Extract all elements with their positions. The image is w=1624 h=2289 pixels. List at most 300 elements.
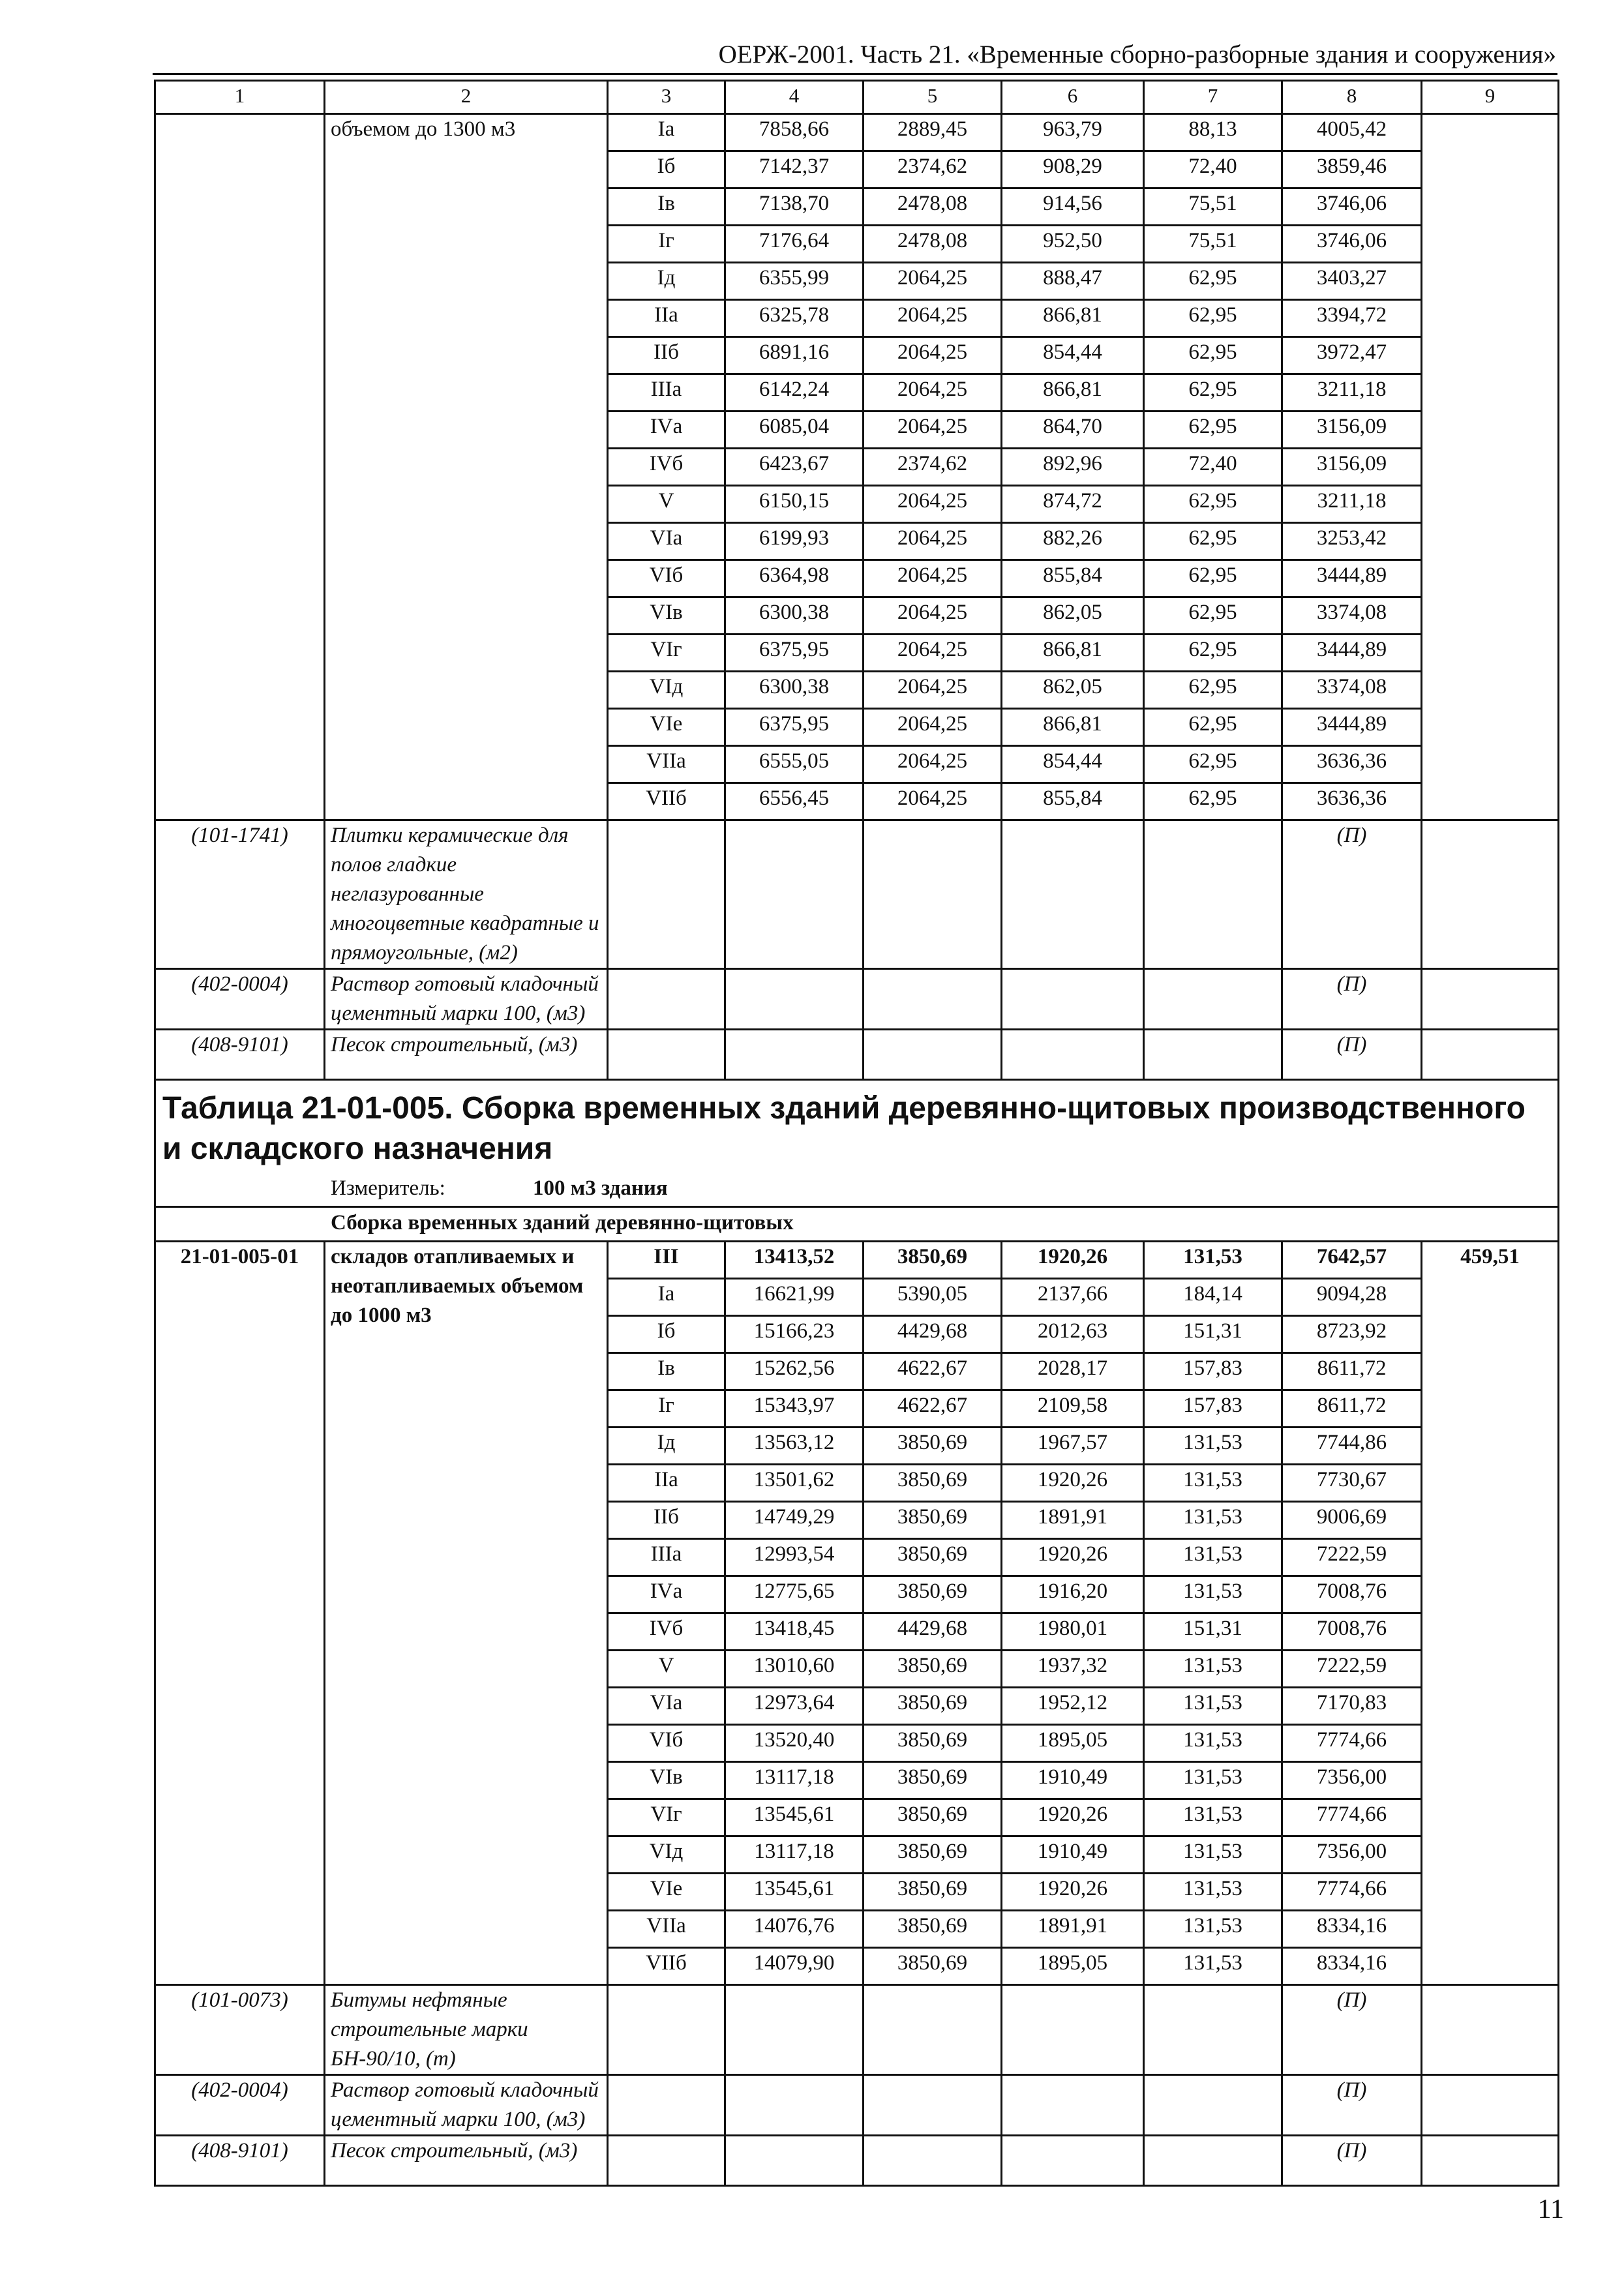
resource-mark: (П) [1282, 1030, 1422, 1080]
value-cell: 3850,69 [864, 1725, 1002, 1762]
value-cell: 3156,09 [1282, 411, 1422, 449]
value-cell: 131,53 [1144, 1911, 1282, 1948]
value-cell: 3850,69 [864, 1539, 1002, 1576]
value-cell: 62,95 [1144, 374, 1282, 411]
empty-cell [1422, 820, 1559, 969]
value-cell: 72,40 [1144, 151, 1282, 188]
value-cell: 2064,25 [864, 263, 1002, 300]
value-cell: 62,95 [1144, 746, 1282, 783]
value-cell: 888,47 [1002, 263, 1144, 300]
column-number: 4 [725, 81, 864, 114]
value-cell: 7774,66 [1282, 1725, 1422, 1762]
value-cell: 6423,67 [725, 449, 864, 486]
value-cell: 1967,57 [1002, 1428, 1144, 1465]
zone-cell: VIе [608, 709, 725, 746]
measure-label: Измеритель: [331, 1176, 445, 1200]
empty-cell [1002, 1985, 1144, 2075]
zone-cell: VIд [608, 1836, 725, 1874]
value-cell: 3850,69 [864, 1242, 1002, 1279]
value-cell: 62,95 [1144, 783, 1282, 820]
value-cell: 855,84 [1002, 560, 1144, 597]
value-cell: 3156,09 [1282, 449, 1422, 486]
table-row [155, 1242, 1559, 1279]
column-number: 2 [325, 81, 608, 114]
value-cell: 3850,69 [864, 1948, 1002, 1985]
zone-cell: IIб [608, 1502, 725, 1539]
resource-name: Раствор готовый кладочный цементный марки 100, (м3) [325, 2075, 608, 2136]
value-cell: 6300,38 [725, 597, 864, 635]
value-cell: 2064,25 [864, 523, 1002, 560]
resource-code: (101-1741) [155, 820, 325, 969]
value-cell: 1891,91 [1002, 1911, 1144, 1948]
value-cell: 1920,26 [1002, 1799, 1144, 1836]
value-cell: 3636,36 [1282, 746, 1422, 783]
value-cell: 13520,40 [725, 1725, 864, 1762]
value-cell: 2064,25 [864, 337, 1002, 374]
value-cell: 4005,42 [1282, 114, 1422, 151]
column-number-row [155, 81, 1559, 114]
value-cell: 13545,61 [725, 1799, 864, 1836]
value-cell: 3211,18 [1282, 374, 1422, 411]
empty-cell [608, 2075, 725, 2136]
column-number: 8 [1282, 81, 1422, 114]
zone-cell: IIа [608, 300, 725, 337]
value-cell: 3850,69 [864, 1465, 1002, 1502]
value-cell: 7774,66 [1282, 1874, 1422, 1911]
value-cell: 7138,70 [725, 188, 864, 226]
value-cell: 7858,66 [725, 114, 864, 151]
value-cell: 7176,64 [725, 226, 864, 263]
value-cell: 15166,23 [725, 1316, 864, 1353]
zone-cell: VIб [608, 1725, 725, 1762]
value-cell: 1910,49 [1002, 1836, 1144, 1874]
empty-cell [1002, 969, 1144, 1030]
value-cell: 855,84 [1002, 783, 1144, 820]
empty-cell [864, 969, 1002, 1030]
subtitle: Сборка временных зданий деревянно-щитовых [155, 1207, 1559, 1242]
value-cell: 75,51 [1144, 188, 1282, 226]
value-cell: 1920,26 [1002, 1539, 1144, 1576]
value-cell: 2064,25 [864, 300, 1002, 337]
value-cell: 131,53 [1144, 1539, 1282, 1576]
zone-cell: IVа [608, 1576, 725, 1613]
resource-mark: (П) [1282, 1985, 1422, 2075]
value-cell: 14079,90 [725, 1948, 864, 1985]
value-cell: 864,70 [1002, 411, 1144, 449]
value-cell: 3444,89 [1282, 635, 1422, 672]
empty-cell [1422, 114, 1559, 820]
resource-name: Песок строительный, (м3) [325, 1030, 608, 1080]
value-cell: 131,53 [1144, 1465, 1282, 1502]
empty-cell [725, 1030, 864, 1080]
empty-cell [608, 969, 725, 1030]
value-cell: 8611,72 [1282, 1390, 1422, 1428]
value-cell: 6142,24 [725, 374, 864, 411]
value-cell: 7142,37 [725, 151, 864, 188]
column-number: 9 [1422, 81, 1559, 114]
empty-cell [608, 820, 725, 969]
resource-row [155, 969, 1559, 1030]
value-cell: 62,95 [1144, 300, 1282, 337]
value-cell: 914,56 [1002, 188, 1144, 226]
resource-row [155, 1030, 1559, 1080]
zone-cell: IIIа [608, 1539, 725, 1576]
empty-cell [1002, 2075, 1144, 2136]
zone-cell: Iд [608, 1428, 725, 1465]
zone-cell: Iа [608, 1279, 725, 1316]
value-cell: 7744,86 [1282, 1428, 1422, 1465]
code-cell [155, 114, 325, 820]
empty-cell [864, 1030, 1002, 1080]
value-cell: 1910,49 [1002, 1762, 1144, 1799]
zone-cell: III [608, 1242, 725, 1279]
value-cell: 1920,26 [1002, 1874, 1144, 1911]
value-cell: 3746,06 [1282, 226, 1422, 263]
value-cell: 7170,83 [1282, 1688, 1422, 1725]
value-cell: 3211,18 [1282, 486, 1422, 523]
empty-cell [725, 1985, 864, 2075]
empty-cell [1422, 2075, 1559, 2136]
value-cell: 3636,36 [1282, 783, 1422, 820]
value-cell: 854,44 [1002, 337, 1144, 374]
resource-name: Битумы нефтяные строительные марки БН-90/10, (т) [325, 1985, 608, 2075]
resource-name: Песок строительный, (м3) [325, 2136, 608, 2186]
value-cell: 131,53 [1144, 1836, 1282, 1874]
value-cell: 3374,08 [1282, 672, 1422, 709]
zone-cell: Iг [608, 226, 725, 263]
table-title-row [155, 1080, 1559, 1174]
value-cell: 2064,25 [864, 635, 1002, 672]
value-cell: 62,95 [1144, 560, 1282, 597]
value-cell: 2478,08 [864, 188, 1002, 226]
resource-row [155, 820, 1559, 969]
value-cell: 13413,52 [725, 1242, 864, 1279]
value-cell: 6556,45 [725, 783, 864, 820]
value-cell: 3850,69 [864, 1836, 1002, 1874]
value-cell: 7642,57 [1282, 1242, 1422, 1279]
value-cell: 131,53 [1144, 1948, 1282, 1985]
value-cell: 6375,95 [725, 709, 864, 746]
value-cell: 3444,89 [1282, 560, 1422, 597]
value-cell: 62,95 [1144, 597, 1282, 635]
zone-cell: VIе [608, 1874, 725, 1911]
value-cell: 3972,47 [1282, 337, 1422, 374]
value-cell: 62,95 [1144, 411, 1282, 449]
value-cell: 157,83 [1144, 1390, 1282, 1428]
resource-name: Плитки керамические для полов гладкие неглазурованные многоцветные квадратные и прямоугольные, (м2) [325, 820, 608, 969]
value-cell: 7356,00 [1282, 1836, 1422, 1874]
value-cell: 12993,54 [725, 1539, 864, 1576]
empty-cell [725, 969, 864, 1030]
value-cell: 2109,58 [1002, 1390, 1144, 1428]
value-cell: 952,50 [1002, 226, 1144, 263]
value-cell: 6364,98 [725, 560, 864, 597]
value-cell: 62,95 [1144, 337, 1282, 374]
value-cell: 3403,27 [1282, 263, 1422, 300]
value-cell: 131,53 [1144, 1576, 1282, 1613]
value-cell: 882,26 [1002, 523, 1144, 560]
value-cell: 6150,15 [725, 486, 864, 523]
value-cell: 62,95 [1144, 709, 1282, 746]
value-cell: 2064,25 [864, 672, 1002, 709]
estimate-table [154, 80, 1559, 2187]
empty-cell [1144, 820, 1282, 969]
value-cell: 62,95 [1144, 523, 1282, 560]
value-cell: 866,81 [1002, 709, 1144, 746]
value-cell: 131,53 [1144, 1725, 1282, 1762]
value-cell: 6325,78 [725, 300, 864, 337]
value-cell: 2012,63 [1002, 1316, 1144, 1353]
header-rule [153, 73, 1557, 75]
value-cell: 2889,45 [864, 114, 1002, 151]
zone-cell: VIд [608, 672, 725, 709]
value-cell: 3850,69 [864, 1799, 1002, 1836]
value-cell: 12973,64 [725, 1688, 864, 1725]
value-cell: 2478,08 [864, 226, 1002, 263]
description-cell: объемом до 1300 м3 [325, 114, 608, 820]
zone-cell: VIа [608, 523, 725, 560]
value-cell: 866,81 [1002, 300, 1144, 337]
value-cell: 854,44 [1002, 746, 1144, 783]
value-cell: 2064,25 [864, 411, 1002, 449]
value-cell: 2064,25 [864, 486, 1002, 523]
value-cell: 13418,45 [725, 1613, 864, 1651]
value-cell: 8334,16 [1282, 1911, 1422, 1948]
value-cell: 16621,99 [725, 1279, 864, 1316]
value-cell: 7222,59 [1282, 1651, 1422, 1688]
value-cell: 862,05 [1002, 672, 1144, 709]
description-cell: складов отапливаемых и неотапливаемых объемом до 1000 м3 [325, 1242, 608, 1985]
empty-cell [1144, 1030, 1282, 1080]
empty-cell [1422, 1030, 1559, 1080]
empty-cell [864, 2075, 1002, 2136]
value-cell: 5390,05 [864, 1279, 1002, 1316]
value-cell: 131,53 [1144, 1242, 1282, 1279]
value-cell: 131,53 [1144, 1762, 1282, 1799]
empty-cell [725, 2075, 864, 2136]
value-cell: 2064,25 [864, 597, 1002, 635]
resource-row [155, 2136, 1559, 2186]
value-cell: 1895,05 [1002, 1948, 1144, 1985]
empty-cell [1144, 2136, 1282, 2186]
value-cell: 8723,92 [1282, 1316, 1422, 1353]
value-cell: 13117,18 [725, 1762, 864, 1799]
value-cell: 6085,04 [725, 411, 864, 449]
zone-cell: VIIб [608, 783, 725, 820]
zone-cell: Iб [608, 1316, 725, 1353]
measure-cell [155, 1173, 1559, 1207]
col9-cell: 459,51 [1422, 1242, 1559, 1985]
column-number: 1 [155, 81, 325, 114]
value-cell: 13563,12 [725, 1428, 864, 1465]
value-cell: 6375,95 [725, 635, 864, 672]
zone-cell: IIIа [608, 374, 725, 411]
empty-cell [1144, 1985, 1282, 2075]
value-cell: 8334,16 [1282, 1948, 1422, 1985]
resource-code: (101-0073) [155, 1985, 325, 2075]
measure-value: 100 м3 здания [533, 1176, 668, 1200]
value-cell: 2374,62 [864, 151, 1002, 188]
zone-cell: V [608, 486, 725, 523]
zone-cell: IVб [608, 1613, 725, 1651]
value-cell: 131,53 [1144, 1874, 1282, 1911]
zone-cell: Iб [608, 151, 725, 188]
resource-name: Раствор готовый кладочный цементный марки 100, (м3) [325, 969, 608, 1030]
value-cell: 7008,76 [1282, 1613, 1422, 1651]
value-cell: 131,53 [1144, 1502, 1282, 1539]
zone-cell: VIв [608, 597, 725, 635]
value-cell: 131,53 [1144, 1428, 1282, 1465]
value-cell: 3850,69 [864, 1576, 1002, 1613]
value-cell: 7222,59 [1282, 1539, 1422, 1576]
empty-cell [608, 1030, 725, 1080]
value-cell: 3850,69 [864, 1502, 1002, 1539]
empty-cell [725, 2136, 864, 2186]
value-cell: 2064,25 [864, 374, 1002, 411]
value-cell: 6199,93 [725, 523, 864, 560]
value-cell: 3444,89 [1282, 709, 1422, 746]
value-cell: 4622,67 [864, 1390, 1002, 1428]
value-cell: 72,40 [1144, 449, 1282, 486]
value-cell: 13010,60 [725, 1651, 864, 1688]
subtitle-row [155, 1207, 1559, 1242]
value-cell: 1920,26 [1002, 1242, 1144, 1279]
value-cell: 62,95 [1144, 486, 1282, 523]
value-cell: 3850,69 [864, 1651, 1002, 1688]
value-cell: 3850,69 [864, 1688, 1002, 1725]
empty-cell [1422, 1985, 1559, 2075]
value-cell: 3746,06 [1282, 188, 1422, 226]
value-cell: 2064,25 [864, 709, 1002, 746]
value-cell: 184,14 [1144, 1279, 1282, 1316]
empty-cell [864, 1985, 1002, 2075]
empty-cell [864, 2136, 1002, 2186]
table-title: Таблица 21-01-005. Сборка временных зданий деревянно-щитовых производственного и складского назначения [155, 1080, 1559, 1174]
value-cell: 2028,17 [1002, 1353, 1144, 1390]
value-cell: 3253,42 [1282, 523, 1422, 560]
value-cell: 6891,16 [725, 337, 864, 374]
value-cell: 1895,05 [1002, 1725, 1144, 1762]
zone-cell: V [608, 1651, 725, 1688]
zone-cell: Iв [608, 188, 725, 226]
resource-mark: (П) [1282, 2136, 1422, 2186]
zone-cell: VIIб [608, 1948, 725, 1985]
value-cell: 7356,00 [1282, 1762, 1422, 1799]
value-cell: 8611,72 [1282, 1353, 1422, 1390]
value-cell: 13117,18 [725, 1836, 864, 1874]
value-cell: 3850,69 [864, 1762, 1002, 1799]
zone-cell: IVа [608, 411, 725, 449]
resource-code: (408-9101) [155, 2136, 325, 2186]
table-row [155, 114, 1559, 151]
empty-cell [864, 820, 1002, 969]
measure-row [155, 1173, 1559, 1207]
resource-row [155, 2075, 1559, 2136]
zone-cell: VIг [608, 635, 725, 672]
empty-cell [1144, 969, 1282, 1030]
column-number: 6 [1002, 81, 1144, 114]
page-number: 11 [1537, 2194, 1564, 2224]
empty-cell [1002, 820, 1144, 969]
resource-mark: (П) [1282, 820, 1422, 969]
value-cell: 2374,62 [864, 449, 1002, 486]
value-cell: 151,31 [1144, 1316, 1282, 1353]
zone-cell: VIIа [608, 746, 725, 783]
value-cell: 862,05 [1002, 597, 1144, 635]
column-number: 7 [1144, 81, 1282, 114]
empty-cell [1144, 2075, 1282, 2136]
empty-cell [608, 2136, 725, 2186]
value-cell: 874,72 [1002, 486, 1144, 523]
value-cell: 88,13 [1144, 114, 1282, 151]
value-cell: 3394,72 [1282, 300, 1422, 337]
value-cell: 12775,65 [725, 1576, 864, 1613]
resource-mark: (П) [1282, 969, 1422, 1030]
empty-cell [1002, 2136, 1144, 2186]
value-cell: 14076,76 [725, 1911, 864, 1948]
value-cell: 131,53 [1144, 1799, 1282, 1836]
column-number: 5 [864, 81, 1002, 114]
value-cell: 2137,66 [1002, 1279, 1144, 1316]
value-cell: 151,31 [1144, 1613, 1282, 1651]
value-cell: 892,96 [1002, 449, 1144, 486]
value-cell: 62,95 [1144, 672, 1282, 709]
zone-cell: IIа [608, 1465, 725, 1502]
resource-mark: (П) [1282, 2075, 1422, 2136]
value-cell: 9006,69 [1282, 1502, 1422, 1539]
zone-cell: Iг [608, 1390, 725, 1428]
value-cell: 4622,67 [864, 1353, 1002, 1390]
value-cell: 15262,56 [725, 1353, 864, 1390]
value-cell: 7730,67 [1282, 1465, 1422, 1502]
zone-cell: VIа [608, 1688, 725, 1725]
zone-cell: VIIа [608, 1911, 725, 1948]
value-cell: 866,81 [1002, 635, 1144, 672]
zone-cell: IVб [608, 449, 725, 486]
value-cell: 13501,62 [725, 1465, 864, 1502]
value-cell: 1937,32 [1002, 1651, 1144, 1688]
value-cell: 908,29 [1002, 151, 1144, 188]
code-cell: 21-01-005-01 [155, 1242, 325, 1985]
value-cell: 2064,25 [864, 746, 1002, 783]
value-cell: 131,53 [1144, 1688, 1282, 1725]
zone-cell: Iа [608, 114, 725, 151]
value-cell: 131,53 [1144, 1651, 1282, 1688]
resource-code: (402-0004) [155, 969, 325, 1030]
value-cell: 6355,99 [725, 263, 864, 300]
running-header: ОЕРЖ-2001. Часть 21. «Временные сборно-разборные здания и сооружения» [718, 40, 1556, 68]
value-cell: 157,83 [1144, 1353, 1282, 1390]
value-cell: 2064,25 [864, 783, 1002, 820]
value-cell: 75,51 [1144, 226, 1282, 263]
zone-cell: Iв [608, 1353, 725, 1390]
empty-cell [1422, 2136, 1559, 2186]
value-cell: 3850,69 [864, 1428, 1002, 1465]
empty-cell [608, 1985, 725, 2075]
zone-cell: VIг [608, 1799, 725, 1836]
zone-cell: IIб [608, 337, 725, 374]
empty-cell [1422, 969, 1559, 1030]
value-cell: 1920,26 [1002, 1465, 1144, 1502]
value-cell: 3850,69 [864, 1874, 1002, 1911]
value-cell: 62,95 [1144, 263, 1282, 300]
value-cell: 3859,46 [1282, 151, 1422, 188]
value-cell: 14749,29 [725, 1502, 864, 1539]
empty-cell [725, 820, 864, 969]
value-cell: 2064,25 [864, 560, 1002, 597]
value-cell: 3374,08 [1282, 597, 1422, 635]
zone-cell: VIб [608, 560, 725, 597]
